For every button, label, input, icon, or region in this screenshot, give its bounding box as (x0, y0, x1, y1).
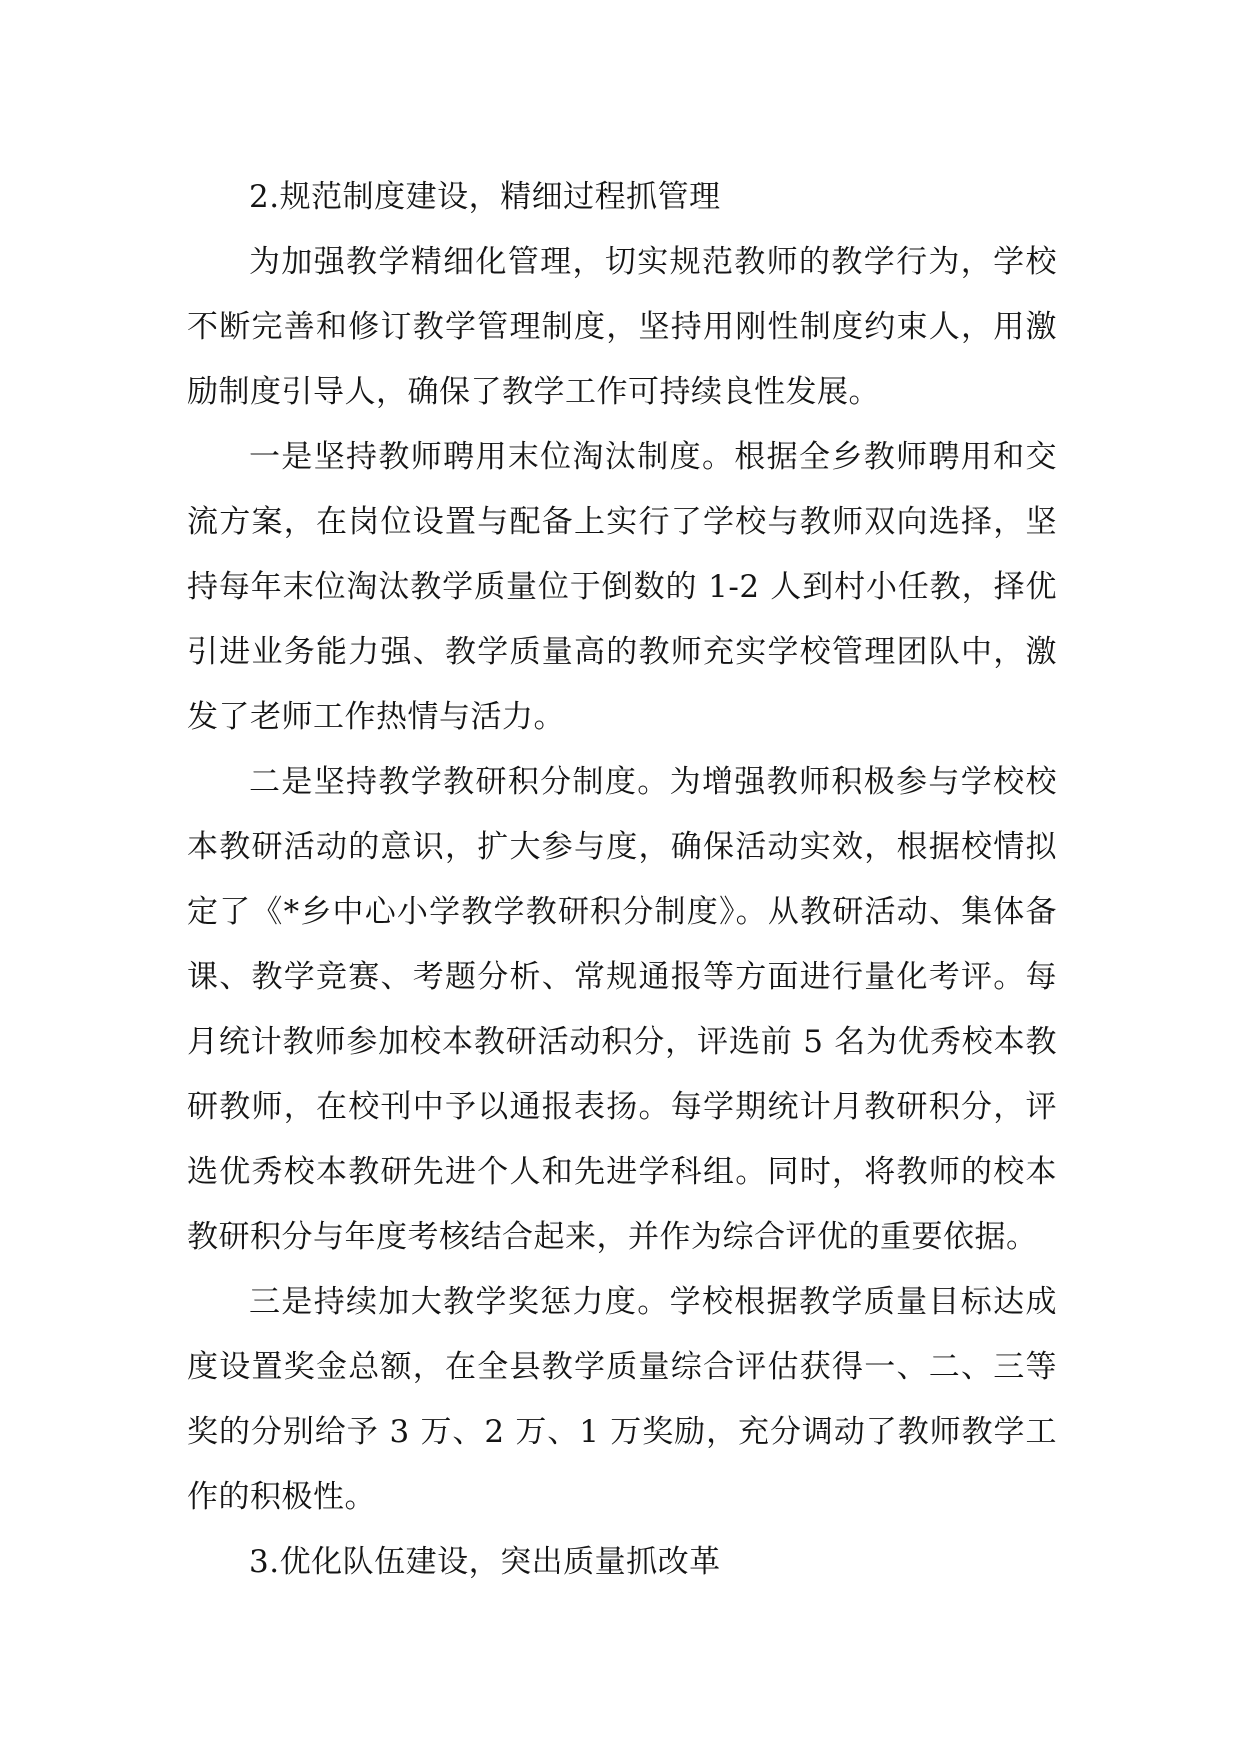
paragraph-point-1: 一是坚持教师聘用末位淘汰制度。根据全乡教师聘用和交流方案，在岗位设置与配备上实行了学校与教师双向选择，坚持每年末位淘汰教学质量位于倒数的 1-2 人到村小任教，择优引进业务能力强、教学质量高的教师充实学校管理团队中，激发了老师工作热情与活力。 (187, 439, 1057, 735)
paragraph-point-2: 二是坚持教学教研积分制度。为增强教师积极参与学校校本教研活动的意识，扩大参与度，确保活动实效，根据校情拟定了《*乡中心小学教学教研积分制度》。从教研活动、集体备课、教学竞赛、考题分析、常规通报等方面进行量化考评。每月统计教师参加校本教研活动积分，评选前 5 名为优秀校本教研教师，在校刊中予以通报表扬。每学期统计月教研积分，评选优秀校本教研先进个人和先进学科组。同时，将教师的校本教研积分与年度考核结合起来，并作为综合评优的重要依据。 (187, 764, 1057, 1255)
paragraph-point-3: 三是持续加大教学奖惩力度。学校根据教学质量目标达成度设置奖金总额，在全县教学质量综合评估获得一、二、三等奖的分别给予 3 万、2 万、1 万奖励，充分调动了教师教学工作的积极性。 (187, 1284, 1057, 1515)
section-heading-3: 3.优化队伍建设，突出质量抓改革 (249, 1544, 721, 1580)
paragraph-intro: 为加强教学精细化管理，切实规范教师的教学行为，学校不断完善和修订教学管理制度，坚持用刚性制度约束人，用激励制度引导人，确保了教学工作可持续良性发展。 (187, 244, 1057, 410)
document-body (187, 165, 1057, 1595)
section-heading-2: 2.规范制度建设，精细过程抓管理 (249, 179, 721, 215)
